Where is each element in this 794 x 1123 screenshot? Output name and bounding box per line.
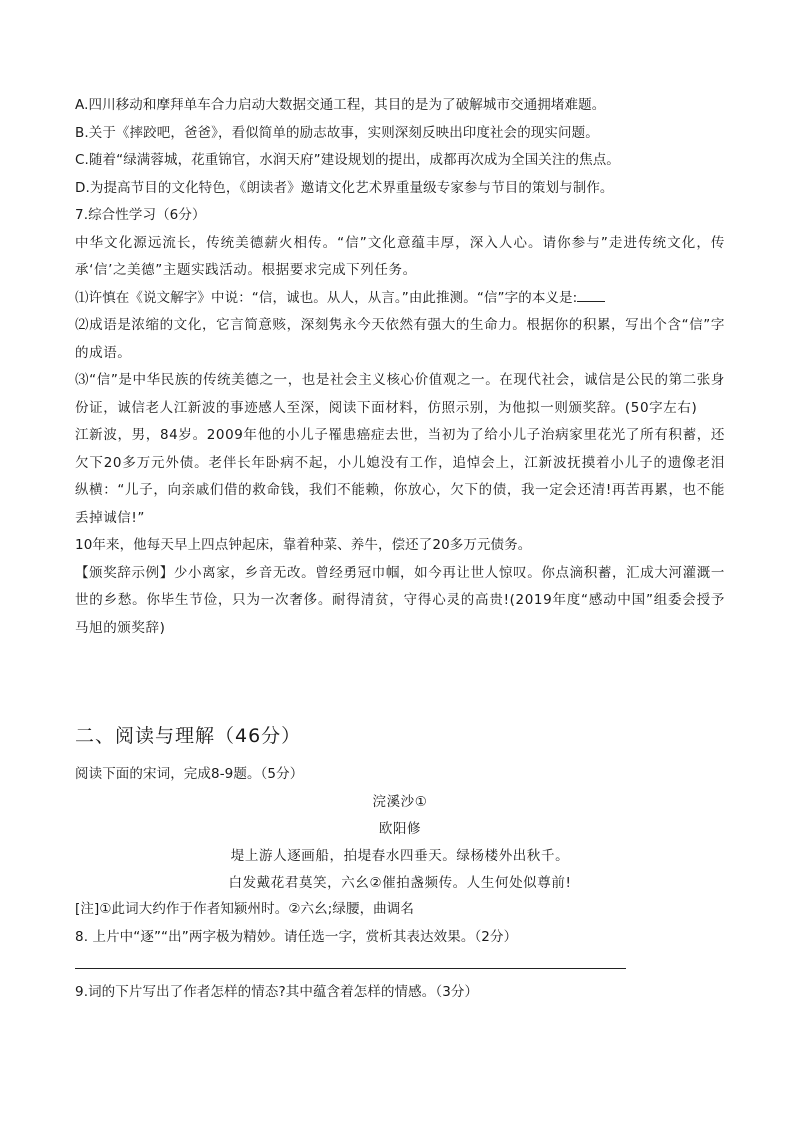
q7-material-1: 江新波，男，84岁。2009年他的小儿子罹患癌症去世，当初为了给小儿子治病家里花光了所有积蓄，还欠下20多万元外债。老伴长年卧病不起，小儿媳没有工作，追悼会上，江新波抚摸着小儿子的遗像老泪纵横：“儿子，向亲戚们借的救命钱，我们不能赖，你放心，欠下的债，我一定会还清!再苦再累，也不能丢掉诚信!” <box>75 427 725 526</box>
answer-line[interactable] <box>75 968 626 969</box>
reading-instruction <box>75 761 725 789</box>
option-b: B.关于《摔跤吧，爸爸》，看似简单的励志故事，实则深刻反映出印度社会的现实问题。 <box>75 124 599 141</box>
instruction-text: 阅读下面的宋词，完成8-9题。（5分） <box>75 766 304 782</box>
q7-sub1 <box>75 285 725 313</box>
options-block <box>75 92 725 202</box>
poem-title: 浣溪沙① <box>372 794 428 810</box>
option-c: C.随着“绿满蓉城，花重锦官，水润天府”建设规划的提出，成都再次成为全国关注的焦点。 <box>75 152 620 168</box>
q7-sub3: ⑶“信”是中华民族的传统美德之一，也是社会主义核心价值观之一。在现代社会，诚信是公民的第二张身份证，诚信老人江新波的事迹感人至深，阅读下面材料，仿照示别，为他拟一则颁奖辞。(50字左右) <box>75 372 725 416</box>
q7-example: 【颁奖辞示例】少小离家，乡音无改。曾经勇冠巾帼，如今再让世人惊叹。你点滴积蓄，汇成大河灌溉一世的乡愁。你毕生节俭，只为一次奢侈。耐得清贫，守得心灵的高贵!(2019年度“感动中国”组委会授予马旭的颁奖辞) <box>75 564 725 636</box>
q7-heading: 7.综合性学习（6分） <box>75 207 206 223</box>
answer-blank[interactable] <box>577 287 605 302</box>
questions-8 <box>75 896 725 951</box>
poem-line-2: 白发戴花君莫笑，六幺②催拍盏频传。人生何处似尊前! <box>228 875 572 891</box>
section-title: 二、阅读与理解（46分） <box>75 725 302 747</box>
poem-note: [注]①此词大约作于作者知颍州时。②六幺;绿腰，曲调名 <box>75 901 414 917</box>
questions-9 <box>75 979 725 1007</box>
q7-sub2: ⑵成语是浓缩的文化，它言简意赅，深刻隽永今天依然有强大的生命力。根据你的积累，写出个含“信”字的成语。 <box>75 317 725 361</box>
q7-material-2: 10年来，他每天早上四点钟起床，靠着种菜、养牛，偿还了20多万元债务。 <box>75 537 532 553</box>
poem-line-1: 堤上游人逐画船，拍堤春水四垂天。绿杨楼外出秋千。 <box>230 848 570 864</box>
question-7 <box>75 202 725 642</box>
question-8: 8. 上片中“逐”“出”两字极为精妙。请任选一字，赏析其表达效果。（2分） <box>75 928 518 945</box>
option-d: D.为提高节目的文化特色，《朗读者》邀请文化艺术界重量级专家参与节目的策划与制作。 <box>75 179 614 196</box>
q7-sub1-text: ⑴许慎在《说文解字》中说：“信，诚也。从人，从言。”由此推测。“信”字的本义是: <box>75 289 578 306</box>
question-9: 9.词的下片写出了作者怎样的情态?其中蕴含着怎样的情感。（3分） <box>75 984 479 1000</box>
q7-intro: 中华文化源远流长，传统美德薪火相传。“信”文化意蕴丰厚，深入人心。请你参与”走进传统文化，传承‘信’之美德”主题实践活动。根据要求完成下列任务。 <box>75 234 725 278</box>
option-a: A.四川移动和摩拜单车合力启动大数据交通工程，其目的是为了破解城市交通拥堵难题。 <box>75 97 606 113</box>
poem-author: 欧阳修 <box>378 821 422 837</box>
